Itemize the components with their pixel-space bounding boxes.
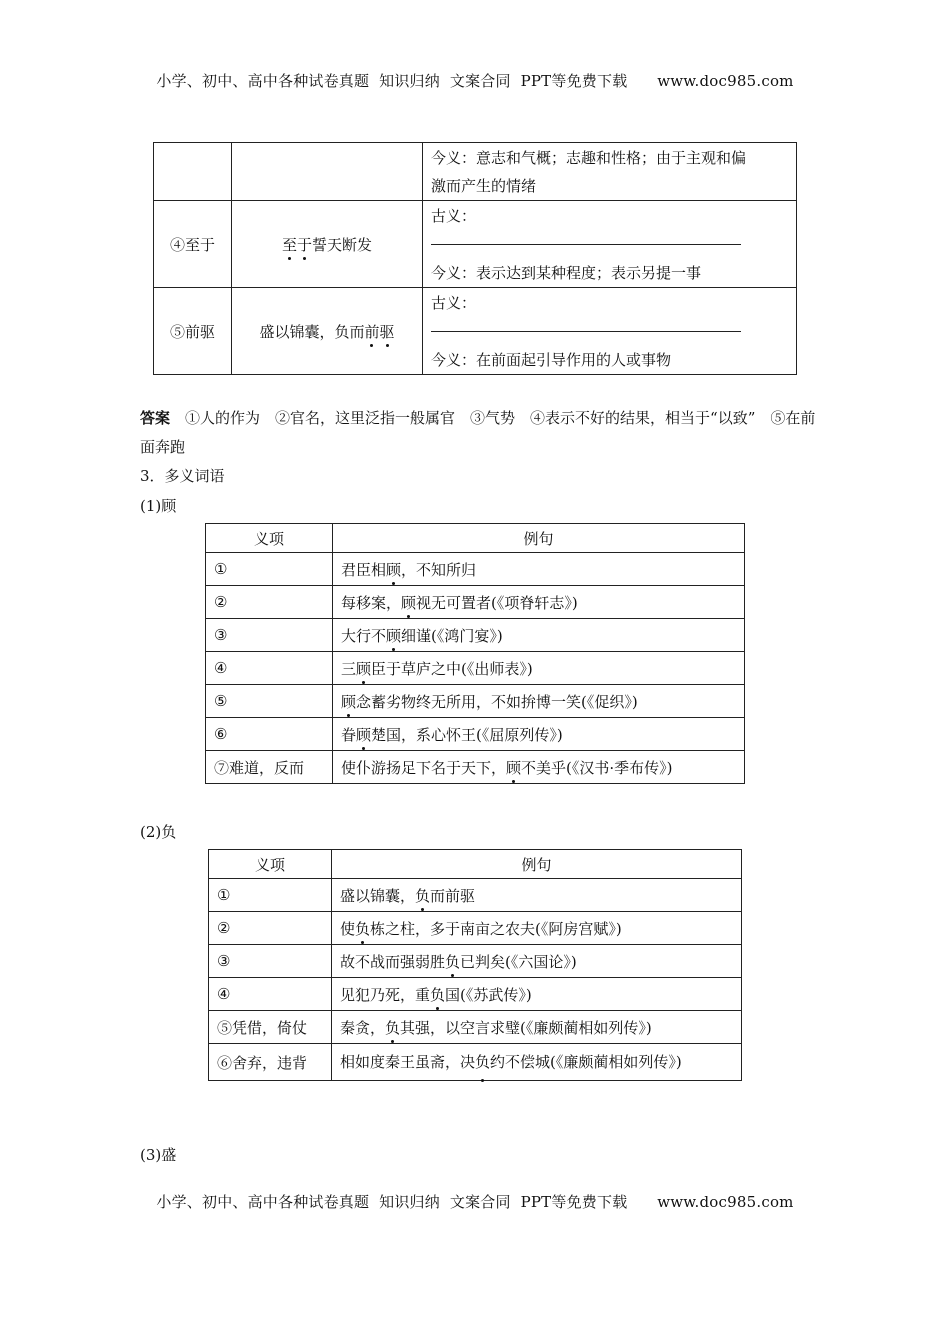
meaning-cell: ①: [206, 553, 333, 586]
answer-paragraph: [140, 404, 820, 462]
example-text: 使: [340, 919, 356, 938]
table-row: [206, 619, 745, 652]
emphasis-char: 负: [475, 1047, 490, 1077]
meaning-cell: [423, 288, 797, 375]
example-text: 而前驱: [430, 886, 476, 905]
example-cell: [332, 978, 742, 1011]
example-text: 见犯乃死，重: [340, 985, 431, 1004]
example-cell: [332, 1044, 742, 1081]
meaning-cell: ⑥: [206, 718, 333, 751]
meaning-cell: ①: [209, 879, 332, 912]
example-text: 念蓄劣物终无所用，不如拚博一笑(《促织》): [356, 692, 638, 711]
example-cell: [232, 288, 423, 375]
table-row: [206, 652, 745, 685]
emphasis-char: 至: [281, 235, 297, 254]
ancient-meaning-label: 古义：: [431, 206, 477, 225]
polysemy-table-gu: [205, 523, 745, 784]
example-text: 盛以锦囊，: [340, 886, 416, 905]
modern-meaning-line: 今义：在前面起引导作用的人或事物: [431, 350, 672, 369]
example-cell: [333, 553, 745, 586]
emphasis-char: 于: [296, 235, 312, 254]
example-cell: [332, 879, 742, 912]
emphasis-char: 顾: [386, 626, 402, 645]
example-text: 视无可置者(《项脊轩志》): [416, 593, 578, 612]
emphasis-char: 顾: [386, 560, 402, 579]
table-row: [206, 685, 745, 718]
modern-meaning-line: 今义：意志和气概；志趣和性格；由于主观和偏: [431, 148, 747, 167]
example-cell: [333, 718, 745, 751]
example-text: 故不战而强弱胜: [340, 952, 446, 971]
table-row: [209, 912, 742, 945]
table-row: [206, 718, 745, 751]
emphasis-char: 顾: [401, 593, 417, 612]
example-text: 细谨(《鸿门宴》): [401, 626, 503, 645]
term-cell: ⑤前驱: [154, 288, 232, 375]
emphasis-char: 顾: [341, 692, 357, 711]
meaning-cell: ⑦难道，反而: [206, 751, 333, 784]
example-cell: [332, 1011, 742, 1044]
subsection-title-fu: (2)负: [140, 823, 177, 841]
meaning-cell: ③: [206, 619, 333, 652]
column-header-meaning: 义项: [209, 850, 332, 879]
meaning-cell: ②: [209, 912, 332, 945]
emphasis-char: 前: [364, 322, 380, 341]
answer-blank-line[interactable]: [431, 230, 741, 245]
meaning-cell: ④: [206, 652, 333, 685]
example-cell: [333, 751, 745, 784]
page-header: 小学、初中、高中各种试卷真题 知识归纳 文案合同 PPT等免费下载 www.doc985.com: [156, 72, 794, 90]
example-text: 君臣相: [341, 560, 387, 579]
column-header-example: 例句: [332, 850, 742, 879]
meaning-cell: [423, 201, 797, 288]
meaning-cell: ④: [209, 978, 332, 1011]
ancient-modern-meaning-table: [153, 142, 797, 375]
example-text: 相如度秦王虽斋，决: [340, 1053, 476, 1071]
table-body: [209, 879, 742, 1081]
table-row: [154, 288, 797, 375]
table-row: [206, 751, 745, 784]
table-row: [206, 553, 745, 586]
subsection-title-sheng: (3)盛: [140, 1146, 177, 1164]
table-header-row: [209, 850, 742, 879]
meaning-cell: ②: [206, 586, 333, 619]
example-text: 秦贪，: [340, 1018, 386, 1037]
meaning-cell: ⑤: [206, 685, 333, 718]
table-header-row: [206, 524, 745, 553]
example-text: 誓天断发: [312, 235, 373, 254]
column-header-example: 例句: [333, 524, 745, 553]
example-text: 其强，以空言求璧(《廉颇蔺相如列传》): [400, 1018, 652, 1037]
column-header-meaning: 义项: [206, 524, 333, 553]
answer-blank-line[interactable]: [431, 317, 741, 332]
meaning-cell: ⑥舍弃，违背: [209, 1044, 332, 1081]
emphasis-char: 负: [415, 886, 431, 905]
example-text: 不美乎(《汉书·季布传》): [521, 758, 673, 777]
emphasis-char: 驱: [379, 322, 395, 341]
table-row: [209, 1011, 742, 1044]
example-cell: [232, 201, 423, 288]
example-cell: [332, 912, 742, 945]
example-text: 国(《苏武传》): [445, 985, 532, 1004]
table-row: [154, 201, 797, 288]
example-text: 栋之柱，多于南亩之农夫(《阿房宫赋》): [370, 919, 622, 938]
table-row: [209, 879, 742, 912]
emphasis-char: 负: [430, 985, 446, 1004]
table-row: [209, 945, 742, 978]
emphasis-char: 顾: [356, 725, 372, 744]
example-text: 臣于草庐之中(《出师表》): [371, 659, 533, 678]
example-text: ，不知所归: [401, 560, 477, 579]
table-row: [206, 586, 745, 619]
example-text: 约不偿城(《廉颇蔺相如列传》): [490, 1053, 682, 1071]
example-cell: [333, 619, 745, 652]
example-cell: [333, 652, 745, 685]
example-cell: [333, 685, 745, 718]
answer-text: ①人的作为 ②官名，这里泛指一般属官 ③气势 ④表示不好的结果，相当于“以致” ⑤在前面奔跑: [140, 409, 816, 456]
ancient-meaning-label: 古义：: [431, 293, 477, 312]
example-cell: [232, 143, 423, 201]
answer-label: 答案: [140, 409, 171, 427]
table-row: [209, 1044, 742, 1081]
emphasis-char: 顾: [356, 659, 372, 678]
example-text: 眷: [341, 725, 357, 744]
example-text: 盛以锦囊，负而: [259, 322, 365, 341]
section-title: 3．多义词语: [140, 467, 225, 485]
term-cell: ④至于: [154, 201, 232, 288]
emphasis-char: 负: [445, 952, 461, 971]
emphasis-char: 负: [355, 919, 371, 938]
modern-meaning-line: 今义：表示达到某种程度；表示另提一事: [431, 263, 702, 282]
table-body: [206, 553, 745, 784]
example-text: 大行不: [341, 626, 387, 645]
meaning-cell: ⑤凭借，倚仗: [209, 1011, 332, 1044]
page-footer: 小学、初中、高中各种试卷真题 知识归纳 文案合同 PPT等免费下载 www.doc985.com: [156, 1193, 794, 1211]
example-text: 使仆游扬足下名于天下，: [341, 758, 507, 777]
subsection-title-gu: (1)顾: [140, 497, 177, 515]
modern-meaning-line: 激而产生的情绪: [431, 176, 537, 195]
example-cell: [332, 945, 742, 978]
emphasis-char: 顾: [506, 758, 522, 777]
meaning-cell: [423, 143, 797, 201]
example-cell: [333, 586, 745, 619]
polysemy-table-fu: [208, 849, 742, 1081]
meaning-cell: ③: [209, 945, 332, 978]
emphasis-char: 负: [385, 1018, 401, 1037]
table-row: [154, 143, 797, 201]
example-text: 每移案，: [341, 593, 402, 612]
example-text: 三: [341, 659, 357, 678]
example-text: 已判矣(《六国论》): [460, 952, 577, 971]
table-row: [209, 978, 742, 1011]
example-text: 楚国，系心怀王(《屈原列传》): [371, 725, 563, 744]
term-cell: [154, 143, 232, 201]
